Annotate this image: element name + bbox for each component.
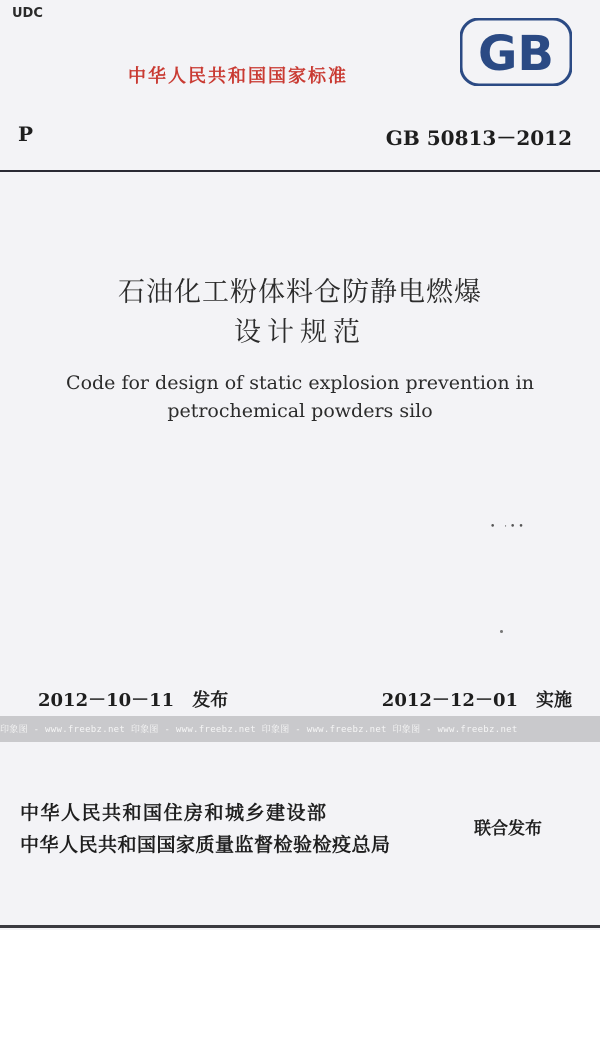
publisher-line1: 中华人民共和国住房和城乡建设部 bbox=[20, 802, 328, 824]
joint-release-label: 联合发布 bbox=[474, 819, 542, 839]
category-code: P bbox=[18, 122, 34, 146]
publisher-line2: 中华人民共和国国家质量监督检验检疫总局 bbox=[20, 834, 391, 856]
title-cn-line1: 石油化工粉体料仓防静电燃爆 bbox=[118, 277, 482, 308]
title-en-line1: Code for design of static explosion prevention in bbox=[66, 372, 534, 394]
footer-divider bbox=[0, 925, 600, 928]
title-cn-line2: 设计规范 bbox=[234, 317, 366, 348]
implementation-date: 2012－12－01 实施 bbox=[381, 690, 572, 711]
scan-speck bbox=[500, 630, 503, 633]
watermark-band bbox=[0, 716, 600, 742]
udc-label: UDC bbox=[12, 6, 43, 21]
watermark-text: 印象图 - www.freebz.net 印象图 - www.freebz.net 印象图 - www.freebz.net 印象图 - www.freebz.net bbox=[0, 725, 518, 735]
title-en-line2: petrochemical powders silo bbox=[167, 400, 433, 422]
standard-org-title: 中华人民共和国国家标准 bbox=[128, 66, 348, 87]
gb-logo bbox=[460, 18, 572, 86]
standard-number: GB 50813－2012 bbox=[385, 126, 572, 150]
scan-specks: • ·•• bbox=[490, 522, 527, 532]
issue-date: 2012－10－11 发布 bbox=[38, 690, 229, 711]
gb-logo-text: GB bbox=[478, 26, 554, 82]
header-divider bbox=[0, 170, 600, 172]
